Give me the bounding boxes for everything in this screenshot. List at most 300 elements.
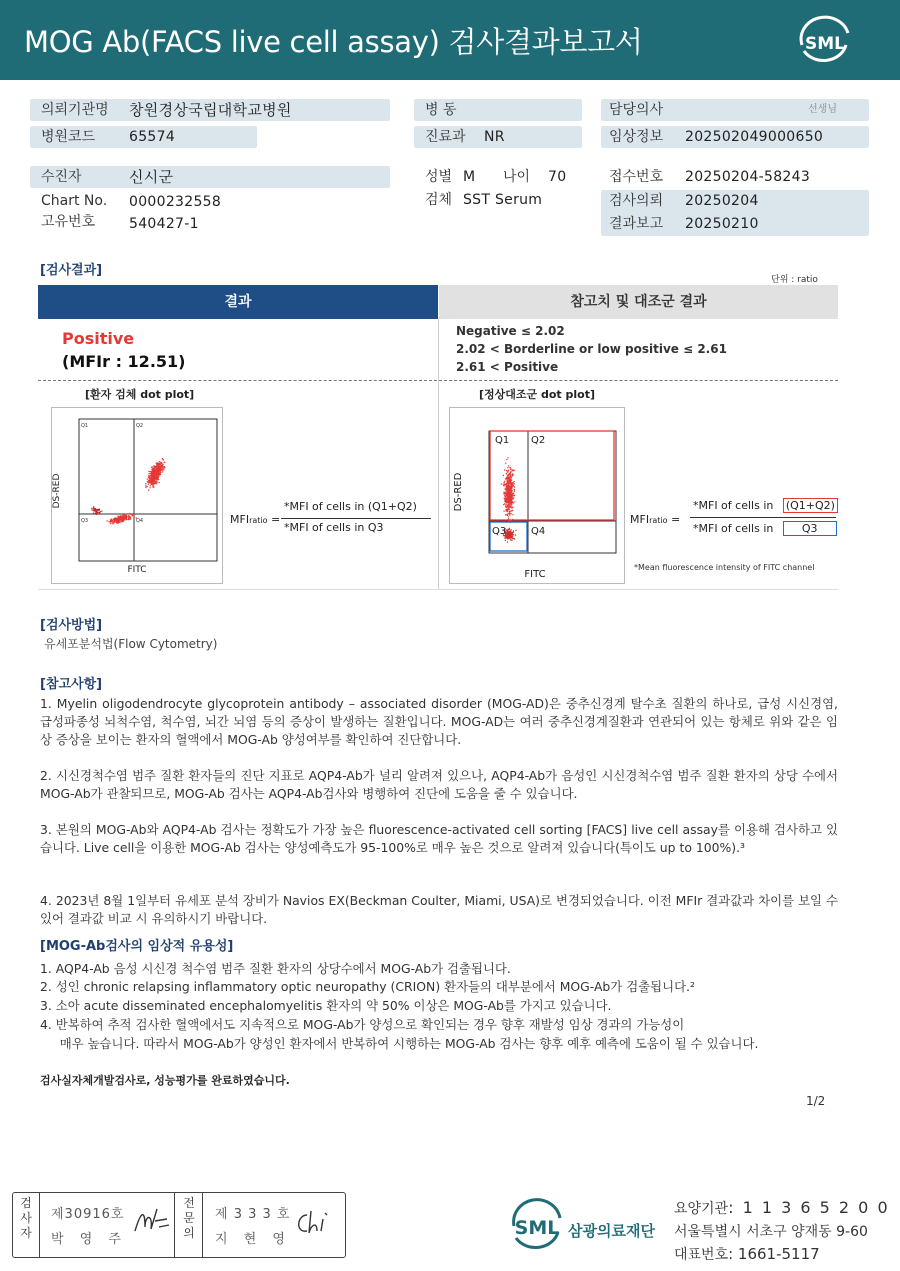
- patient-y-axis-label: DS-RED: [52, 473, 62, 509]
- dot: [510, 494, 511, 495]
- clinical-info-label: 임상정보: [609, 129, 664, 145]
- dot: [145, 483, 146, 484]
- dot: [511, 537, 512, 538]
- patient-row: [30, 166, 390, 188]
- patient-q3-label: Q3: [81, 518, 89, 524]
- chart-no-label: Chart No.: [41, 193, 108, 209]
- dot: [509, 501, 510, 502]
- dot: [510, 489, 511, 490]
- dot: [507, 482, 508, 483]
- dot: [511, 496, 512, 497]
- dot: [118, 521, 119, 522]
- control-formula-denominator: [693, 521, 837, 536]
- dot: [117, 518, 118, 519]
- dot: [117, 515, 118, 516]
- dot: [163, 468, 164, 469]
- dot: [154, 477, 155, 478]
- dot: [509, 528, 510, 529]
- dot: [133, 514, 134, 515]
- dot: [509, 467, 510, 468]
- clinical-item-4-cont: 매우 높습니다. 따라서 MOG-Ab가 양성인 환자에서 반복하여 시행하는 MOG-Ab 검사는 향후 예후 예측에 도움이 될 수 있습니다.: [40, 1036, 759, 1051]
- dot: [515, 534, 516, 535]
- dot: [511, 505, 512, 506]
- dot: [506, 470, 507, 471]
- footer-phone-value: : 1661-5117: [728, 1245, 820, 1263]
- control-formula-numerator: [693, 498, 838, 513]
- patient-value: 신시군: [129, 168, 174, 186]
- receipt-value: 20250204-58243: [685, 169, 811, 185]
- unique-no-label: 고유번호: [41, 214, 96, 230]
- control-q1-label: Q1: [495, 435, 510, 446]
- control-plot-title: [정상대조군 dot plot]: [479, 388, 595, 401]
- dot: [505, 540, 506, 541]
- dot: [149, 479, 150, 480]
- dot: [156, 480, 157, 481]
- dot: [159, 470, 160, 471]
- dot: [505, 502, 506, 503]
- dot: [504, 495, 505, 496]
- hospital-code-value: 65574: [129, 129, 176, 145]
- dot: [514, 486, 515, 487]
- dot: [162, 469, 163, 470]
- note-1: 1. Myelin oligodendrocyte glycoprotein antibody – associated disorder (MOG-AD)은 중추신경계 탈수초 질환의 하나로, 급성 시신경염, 급성파종성 뇌척수염, 척수염, 뇌간 뇌염 등의 증상이 발생하는 질환입니다. MOG-AD는 여러 중추신경계질환과 연관되어 있는 항체로 위와 같은 임상 증상을 보이는 환자의 혈액에서 MOG-Ab 양성여부를 확인하여 진단합니다.: [40, 696, 838, 747]
- dot: [512, 514, 513, 515]
- dot: [508, 479, 509, 480]
- sml-logo-icon: [796, 15, 854, 63]
- mfi-subscript: ratio: [249, 516, 268, 525]
- dot: [148, 475, 149, 476]
- age-label: 나이: [503, 169, 531, 185]
- dot: [508, 488, 509, 489]
- patient-q1-label: Q1: [81, 423, 89, 429]
- dot: [512, 507, 513, 508]
- dot: [151, 473, 152, 474]
- dot: [150, 471, 151, 472]
- dot: [148, 484, 149, 485]
- column-divider: [438, 319, 439, 589]
- dot: [509, 478, 510, 479]
- sml-logo-text: SML: [805, 34, 845, 54]
- request-date-value: 20250204: [685, 193, 759, 209]
- dot: [161, 466, 162, 467]
- dot: [124, 514, 125, 515]
- dot: [510, 480, 511, 481]
- dot: [163, 459, 164, 460]
- dot: [514, 501, 515, 502]
- dot: [512, 502, 513, 503]
- institution-value: 창원경상국립대학교병원: [129, 101, 292, 119]
- dot: [112, 522, 113, 523]
- dot: [509, 505, 510, 506]
- result-status: Positive: [62, 329, 135, 348]
- dot: [510, 469, 511, 470]
- footer-code-value: : 1 1 3 6 5 2 0 0: [728, 1198, 890, 1217]
- doctor-label: 담당의사: [609, 102, 664, 118]
- reference-negative: Negative ≤ 2.02: [456, 324, 565, 338]
- dot: [151, 484, 152, 485]
- dot: [163, 466, 164, 467]
- dot: [156, 464, 157, 465]
- reference-borderline: 2.02 < Borderline or low positive ≤ 2.61: [456, 342, 727, 356]
- sex-value: M: [463, 169, 476, 185]
- dot: [510, 539, 511, 540]
- dot: [99, 512, 100, 513]
- dot: [120, 517, 121, 518]
- dot: [155, 469, 156, 470]
- dot: [508, 478, 509, 479]
- patient-label: 수진자: [41, 169, 82, 185]
- dot: [154, 475, 155, 476]
- dot: [163, 469, 164, 470]
- dot: [505, 514, 506, 515]
- examiner-name: 박 영 주: [51, 1232, 127, 1247]
- notes-section-title: [참고사항]: [40, 677, 103, 692]
- dot: [148, 471, 149, 472]
- dot: [513, 495, 514, 496]
- dot: [147, 478, 148, 479]
- dot: [158, 474, 159, 475]
- age-value: 70: [548, 169, 567, 185]
- dot: [509, 497, 510, 498]
- dot: [150, 485, 151, 486]
- receipt-label: 접수번호: [609, 169, 664, 185]
- patient-q4-label: Q4: [136, 518, 144, 524]
- control-dot-plot: [449, 407, 625, 584]
- specialist-license-no: 제 3 3 3 호: [215, 1207, 291, 1222]
- ward-label: 병 동: [425, 102, 457, 118]
- mfi-equals: =: [271, 513, 281, 526]
- dot: [510, 513, 511, 514]
- dot: [506, 487, 507, 488]
- dot: [148, 490, 149, 491]
- sex-label: 성별: [425, 169, 453, 185]
- page-number: 1/2: [806, 1094, 826, 1108]
- examiner-char-2: 사: [20, 1211, 32, 1225]
- dot: [152, 469, 153, 470]
- dot: [151, 467, 152, 468]
- dot: [506, 459, 507, 460]
- dot: [513, 481, 514, 482]
- dot: [160, 472, 161, 473]
- dot: [513, 530, 514, 531]
- dot: [507, 533, 508, 534]
- specimen-label: 검체: [425, 192, 453, 208]
- dot: [151, 481, 152, 482]
- department-value: NR: [484, 129, 505, 145]
- specialist-char-2: 문: [183, 1211, 195, 1225]
- dot: [155, 467, 156, 468]
- dot: [156, 472, 157, 473]
- dot: [507, 471, 508, 472]
- dot: [97, 510, 98, 511]
- specimen-value: SST Serum: [463, 192, 543, 208]
- dot: [507, 495, 508, 496]
- dot: [509, 531, 510, 532]
- control-y-axis-label: DS-RED: [453, 472, 464, 512]
- dot: [508, 518, 509, 519]
- doctor-suffix: 선생님: [808, 104, 837, 115]
- reference-positive: 2.61 < Positive: [456, 360, 559, 374]
- dot: [110, 523, 111, 524]
- clinical-item-4: 4. 반복하여 추적 검사한 혈액에서도 지속적으로 MOG-Ab가 양성으로 확인되는 경우 향후 재발성 임상 경과의 가능성이: [40, 1017, 685, 1032]
- dot: [159, 461, 160, 462]
- dot: [149, 477, 150, 478]
- dot: [151, 478, 152, 479]
- dot: [156, 463, 157, 464]
- dot: [515, 530, 516, 531]
- dot: [153, 486, 154, 487]
- control-denominator-text: *MFI of cells in: [693, 522, 774, 535]
- dot: [156, 483, 157, 484]
- dot: [514, 483, 515, 484]
- dot: [510, 532, 511, 533]
- dot: [148, 476, 149, 477]
- dot: [159, 474, 160, 475]
- examiner-vertical-label: [15, 1193, 37, 1257]
- dot: [129, 513, 130, 514]
- dot: [164, 462, 165, 463]
- note-2: 2. 시신경척수염 범주 질환 환자들의 진단 지표로 AQP4-Ab가 널리 알려져 있으나, AQP4-Ab가 음성인 시신경척수염 범주 질환 환자의 상당 수에서 MOG-Ab가 관찰되므로, MOG-Ab 검사는 AQP4-Ab검사와 병행하여 진단에 도움을 줄 수 있습니다.: [40, 768, 838, 801]
- dot: [506, 529, 507, 530]
- dot: [124, 519, 125, 520]
- dot: [96, 513, 97, 514]
- dot: [507, 515, 508, 516]
- signature-box: [12, 1192, 346, 1258]
- dot: [506, 537, 507, 538]
- dot: [508, 500, 509, 501]
- dot: [149, 481, 150, 482]
- dot: [507, 511, 508, 512]
- dot: [96, 509, 97, 510]
- result-mfi: (MFIr : 12.51): [62, 352, 186, 371]
- footer-sml-logo-icon: [508, 1198, 566, 1260]
- dot: [511, 491, 512, 492]
- table-bottom-line: [38, 589, 838, 590]
- report-date-label: 결과보고: [609, 216, 664, 232]
- note-4: 4. 2023년 8월 1일부터 유세포 분석 장비가 Navios EX(Beckman Coulter, Miami, USA)로 변경되었습니다. 이전 MFIr 결과값과 차이를 보일 수 있어 결과값 비교 시 유의하시기 바랍니다.: [40, 893, 838, 926]
- chart-no-value: 0000232558: [129, 194, 222, 210]
- control-formula-bar: [690, 517, 836, 518]
- dot: [96, 514, 97, 515]
- dot: [145, 487, 146, 488]
- dot: [154, 483, 155, 484]
- clinical-info-value: 202502049000650: [685, 129, 824, 145]
- dot: [94, 513, 95, 514]
- dot: [118, 523, 119, 524]
- dot: [110, 520, 111, 521]
- dot: [512, 538, 513, 539]
- dot: [514, 489, 515, 490]
- dot: [150, 476, 151, 477]
- department-label: 진료과: [425, 129, 466, 145]
- dot: [505, 504, 506, 505]
- control-numerator-box: (Q1+Q2): [783, 498, 838, 513]
- dot: [151, 475, 152, 476]
- dot: [153, 484, 154, 485]
- dot: [506, 510, 507, 511]
- dot: [147, 481, 148, 482]
- dot: [512, 532, 513, 533]
- dot: [508, 470, 509, 471]
- dot: [508, 480, 509, 481]
- control-denominator-box: Q3: [783, 521, 837, 536]
- examiner-char-3: 자: [20, 1226, 32, 1240]
- dot: [155, 471, 156, 472]
- dot: [509, 534, 510, 535]
- dot: [123, 518, 124, 519]
- dot: [510, 529, 511, 530]
- dot: [510, 475, 511, 476]
- dot: [509, 509, 510, 510]
- dot: [507, 467, 508, 468]
- dot: [156, 482, 157, 483]
- dot: [508, 490, 509, 491]
- specialist-char-3: 의: [183, 1226, 195, 1240]
- specialist-signature-icon: [293, 1207, 337, 1239]
- dot: [511, 533, 512, 534]
- dot: [503, 492, 504, 493]
- dot: [509, 487, 510, 488]
- dot: [128, 515, 129, 516]
- unit-label: 단위 : ratio: [771, 275, 818, 285]
- dot: [508, 485, 509, 486]
- dot: [158, 463, 159, 464]
- reference-column-header: 참고치 및 대조군 결과: [439, 285, 838, 319]
- patient-formula-numerator: *MFI of cells in (Q1+Q2): [284, 500, 417, 513]
- dot: [508, 492, 509, 493]
- dot: [120, 521, 121, 522]
- control-numerator-text: *MFI of cells in: [693, 499, 774, 512]
- dot: [507, 457, 508, 458]
- dot: [508, 499, 509, 500]
- dot: [156, 474, 157, 475]
- mfi-footnote: *Mean fluorescence intensity of FITC channel: [634, 563, 815, 572]
- dot: [159, 482, 160, 483]
- method-text: 유세포분석법(Flow Cytometry): [44, 637, 218, 651]
- clinical-item-1: 1. AQP4-Ab 음성 시신경 척수염 범주 질환 환자의 상당수에서 MOG-Ab가 검출됩니다.: [40, 961, 511, 976]
- footer-code-line: [674, 1198, 890, 1218]
- dot: [501, 483, 502, 484]
- dot: [115, 518, 116, 519]
- dot: [507, 487, 508, 488]
- dot: [509, 474, 510, 475]
- dot: [113, 518, 114, 519]
- specialist-vertical-label: [178, 1193, 200, 1257]
- dot: [152, 471, 153, 472]
- dot: [512, 470, 513, 471]
- dot: [145, 485, 146, 486]
- dot: [128, 519, 129, 520]
- dot: [506, 536, 507, 537]
- specialist-name: 지 현 영: [215, 1232, 291, 1247]
- dot: [158, 466, 159, 467]
- dot: [158, 471, 159, 472]
- validation-note: 검사실자체개발검사로, 성능평가를 완료하였습니다.: [40, 1074, 290, 1087]
- dot: [505, 500, 506, 501]
- dot: [158, 476, 159, 477]
- footer-address: 서울특별시 서초구 양재동 9-60: [674, 1224, 868, 1240]
- dot: [132, 514, 133, 515]
- dot: [126, 519, 127, 520]
- institution-label: 의뢰기관명: [41, 102, 109, 118]
- patient-formula-denominator: *MFI of cells in Q3: [284, 521, 384, 534]
- patient-formula-bar: [281, 518, 431, 519]
- dot: [513, 498, 514, 499]
- dot: [160, 462, 161, 463]
- dot: [512, 482, 513, 483]
- dot: [116, 522, 117, 523]
- dot: [126, 516, 127, 517]
- dashed-separator: [38, 380, 838, 381]
- dot: [119, 519, 120, 520]
- dot: [93, 506, 94, 507]
- sig-divider-3: [202, 1193, 203, 1257]
- control-mfi-subscript: ratio: [649, 516, 668, 525]
- dot: [153, 465, 154, 466]
- dot: [506, 489, 507, 490]
- dot: [106, 520, 107, 521]
- report-header: [0, 0, 900, 80]
- dot: [152, 466, 153, 467]
- dot: [503, 482, 504, 483]
- clinical-item-3: 3. 소아 acute disseminated encephalomyelitis 환자의 약 50% 이상은 MOG-Ab를 가지고 있습니다.: [40, 998, 612, 1013]
- dot: [509, 535, 510, 536]
- dot: [510, 493, 511, 494]
- dot: [507, 505, 508, 506]
- dot: [512, 474, 513, 475]
- dot: [153, 481, 154, 482]
- control-formula-mfi: [630, 513, 680, 526]
- sig-divider-2: [174, 1193, 175, 1257]
- footer-code-label: 요양기관: [674, 1201, 729, 1217]
- patient-formula-mfi: [230, 513, 280, 526]
- dot: [130, 514, 131, 515]
- unique-no-value: 540427-1: [129, 216, 199, 232]
- dot: [157, 478, 158, 479]
- dot: [91, 509, 92, 510]
- dot: [153, 480, 154, 481]
- sig-divider-1: [39, 1193, 40, 1257]
- dot: [503, 510, 504, 511]
- dot: [511, 484, 512, 485]
- control-x-axis-label: FITC: [524, 569, 546, 580]
- dot: [156, 476, 157, 477]
- dot: [504, 503, 505, 504]
- dot: [146, 486, 147, 487]
- dot: [512, 536, 513, 537]
- dot: [514, 470, 515, 471]
- footer-phone-label: 대표번호: [674, 1247, 729, 1263]
- patient-q2-label: Q2: [136, 423, 144, 429]
- dot: [514, 538, 515, 539]
- dot: [510, 510, 511, 511]
- dot: [506, 493, 507, 494]
- dot: [153, 470, 154, 471]
- clinical-item-2: 2. 성인 chronic relapsing inflammatory optic neuropathy (CRION) 환자들의 대부분에서 MOG-Ab가 검출됩니다.²: [40, 979, 695, 994]
- dot: [512, 493, 513, 494]
- specialist-char-1: 전: [183, 1196, 195, 1210]
- dot: [506, 496, 507, 497]
- dot: [507, 531, 508, 532]
- dot: [504, 485, 505, 486]
- note-3: 3. 본원의 MOG-Ab와 AQP4-Ab 검사는 정확도가 가장 높은 fluorescence-activated cell sorting [FACS] live cell assay를 이용해 검사하고 있습니다. Live cell을 이용한 MOG-Ab 검사는 양성예측도가 95-100%로 매우 높은 것으로 알려져 있습니다(특이도 up to 100%).³: [40, 822, 838, 855]
- dot: [162, 458, 163, 459]
- result-column-header: 결과: [38, 285, 438, 319]
- dot: [125, 516, 126, 517]
- dot: [508, 516, 509, 517]
- report-date-value: 20250210: [685, 216, 759, 232]
- control-mfi-prefix: MFI: [630, 513, 650, 526]
